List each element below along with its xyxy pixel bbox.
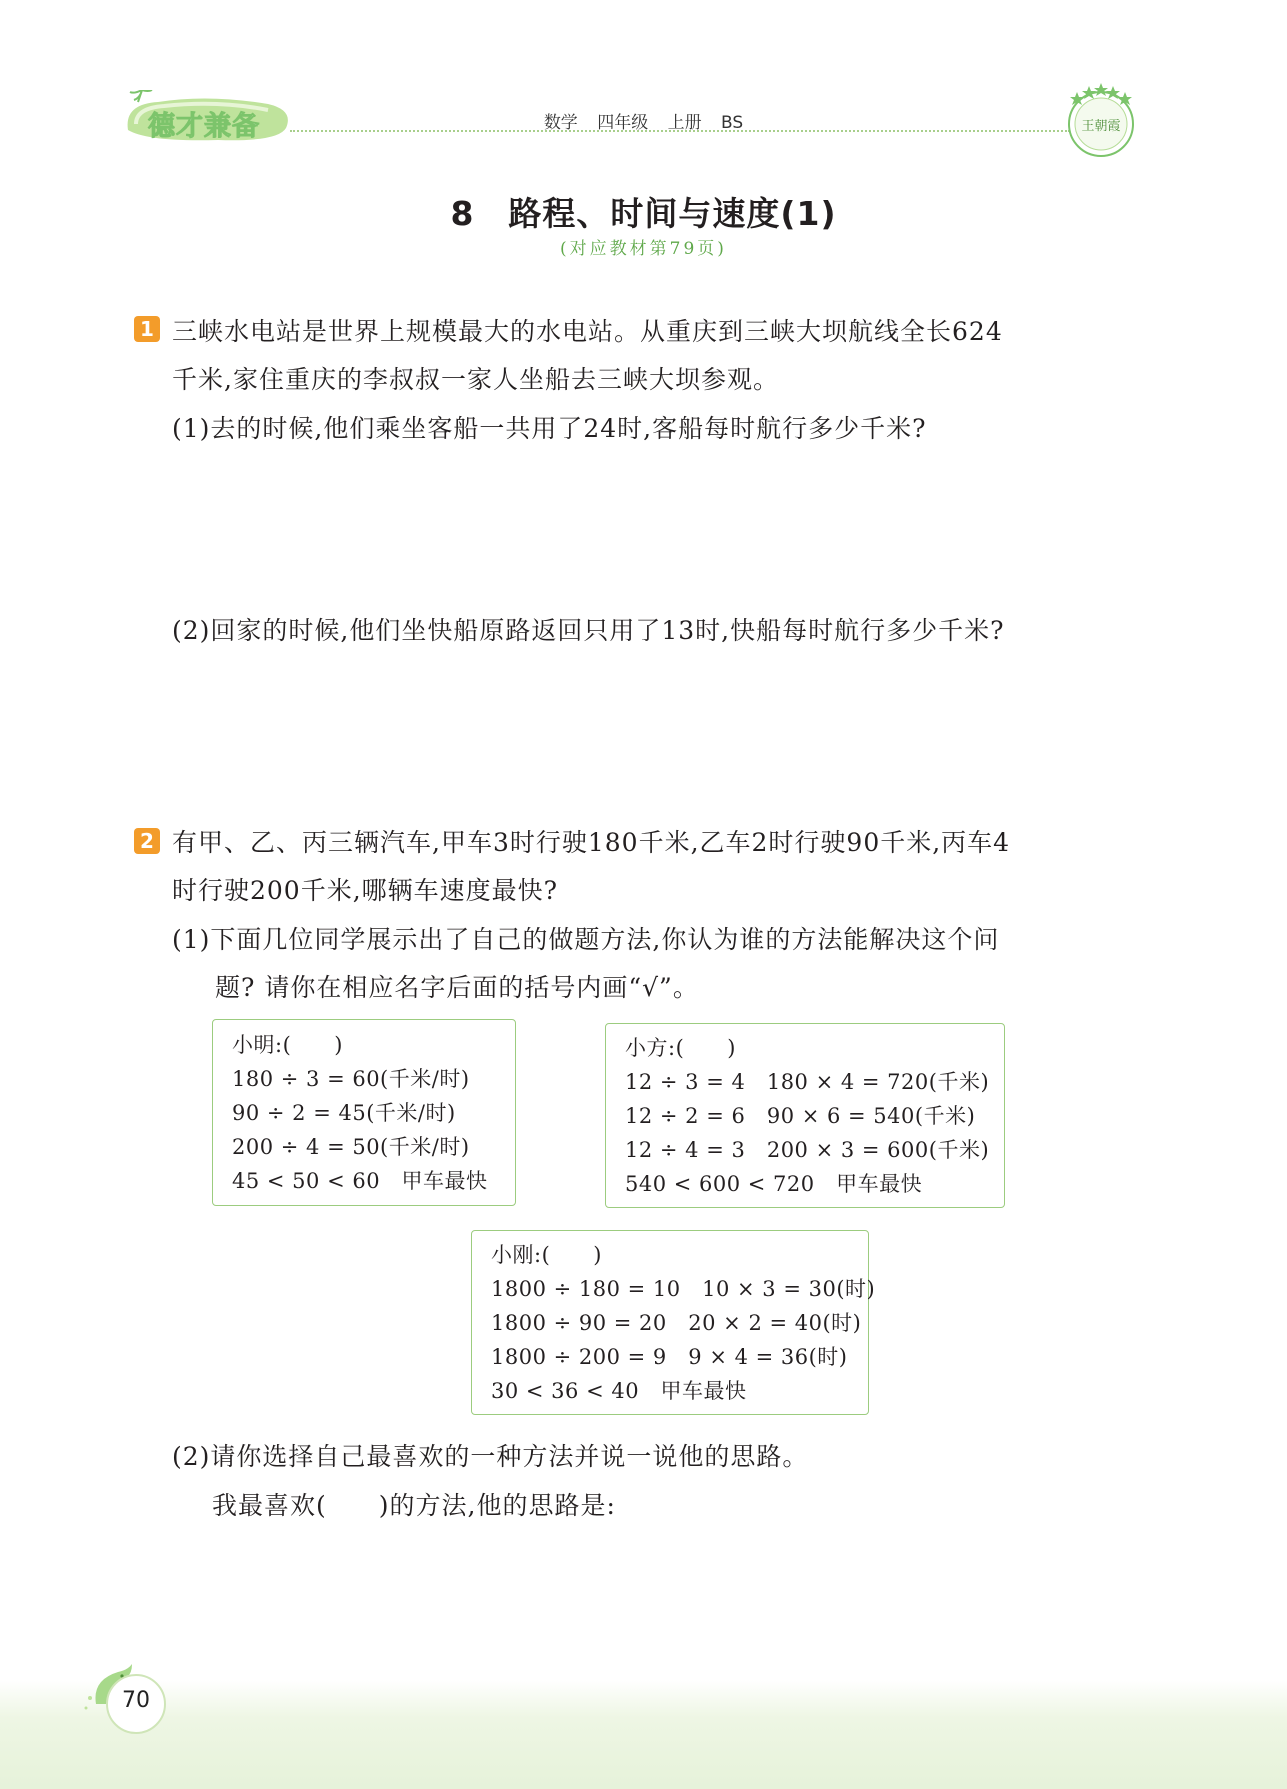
problem-2-question-1-line1: (1)下面几位同学展示出了自己的做题方法,你认为谁的方法能解决这个问 — [172, 925, 1000, 954]
method-box-xiaoming — [212, 1019, 516, 1206]
subject-label: 数学 — [543, 113, 578, 133]
volume-label: 上册 — [667, 113, 702, 133]
problem-2-text-line2: 时行驶200千米,哪辆车速度最快? — [172, 876, 559, 905]
brand-name: 德才兼备 — [148, 111, 260, 142]
problem-2-text-line1: 有甲、乙、丙三辆汽车,甲车3时行驶180千米,乙车2时行驶90千米,丙车4 — [172, 828, 1011, 857]
method-box-xiaofang — [605, 1023, 1005, 1208]
problem-1-text-line1: 三峡水电站是世界上规模最大的水电站。从重庆到三峡大坝航线全长624 — [172, 317, 1003, 346]
problem-1-question-1: (1)去的时候,他们乘坐客船一共用了24时,客船每时航行多少千米? — [172, 414, 927, 443]
page-number: 70 — [122, 1688, 150, 1713]
method-step: 200 ÷ 4 = 50(千米/时) — [232, 1135, 470, 1159]
textbook-reference: (对应教材第79页) — [560, 239, 727, 259]
method-name-xiaoming: 小明:( ) — [232, 1033, 343, 1057]
problem-1-text-line2: 千米,家住重庆的李叔叔一家人坐船去三峡大坝参观。 — [172, 365, 779, 394]
edition-label: BS — [721, 113, 744, 133]
svg-text:王朝霞: 王朝霞 — [1081, 119, 1121, 134]
method-conclusion: 540 < 600 < 720 甲车最快 — [625, 1172, 923, 1196]
page-title: 8 路程、时间与速度(1) — [450, 194, 837, 233]
method-name-xiaogang: 小刚:( ) — [491, 1243, 602, 1267]
method-name-xiaofang: 小方:( ) — [625, 1036, 736, 1060]
method-step: 12 ÷ 2 = 6 90 × 6 = 540(千米) — [625, 1104, 976, 1128]
problem-2-answer-prompt: 我最喜欢( )的方法,他的思路是: — [212, 1491, 616, 1520]
method-box-xiaogang — [471, 1230, 876, 1415]
method-step: 1800 ÷ 180 = 10 10 × 3 = 30(时) — [491, 1277, 876, 1301]
problem-2-question-2: (2)请你选择自己最喜欢的一种方法并说一说他的思路。 — [172, 1442, 809, 1471]
method-conclusion: 45 < 50 < 60 甲车最快 — [232, 1169, 488, 1193]
method-step: 1800 ÷ 200 = 9 9 × 4 = 36(时) — [491, 1345, 848, 1369]
method-step: 12 ÷ 3 = 4 180 × 4 = 720(千米) — [625, 1070, 990, 1094]
method-step: 180 ÷ 3 = 60(千米/时) — [232, 1067, 470, 1091]
method-step: 12 ÷ 4 = 3 200 × 3 = 600(千米) — [625, 1138, 990, 1162]
method-step: 1800 ÷ 90 = 20 20 × 2 = 40(时) — [491, 1311, 862, 1335]
problem-1-question-2: (2)回家的时候,他们坐快船原路返回只用了13时,快船每时航行多少千米? — [172, 616, 1005, 645]
problem-2-badge: 2 — [134, 828, 160, 854]
footer-band — [0, 1680, 1287, 1789]
problem-1-badge: 1 — [134, 316, 160, 342]
method-conclusion: 30 < 36 < 40 甲车最快 — [491, 1379, 747, 1403]
seal-logo — [1062, 78, 1140, 166]
method-step: 90 ÷ 2 = 45(千米/时) — [232, 1101, 456, 1125]
problem-2-question-1-line2: 题? 请你在相应名字后面的括号内画“√”。 — [215, 973, 699, 1002]
grade-label: 四年级 — [597, 113, 649, 133]
